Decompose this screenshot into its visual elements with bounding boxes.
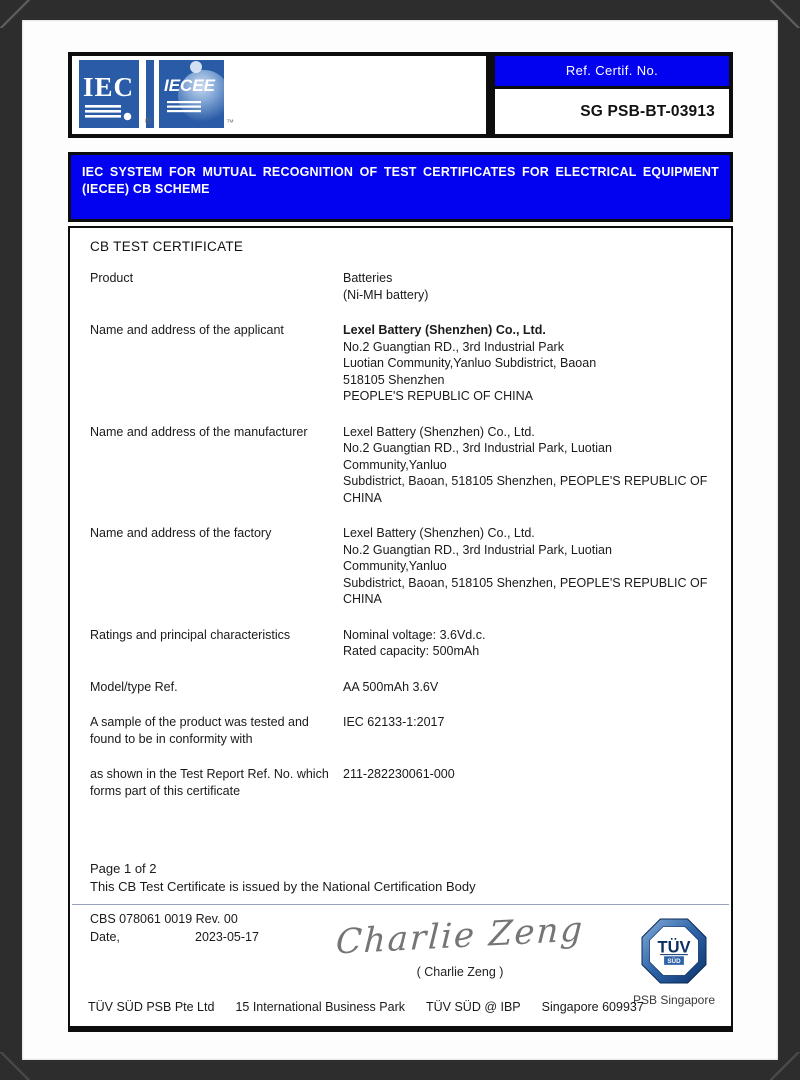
registered-mark: ® (145, 116, 152, 126)
svg-text:IEC: IEC (83, 72, 135, 102)
scheme-banner (68, 152, 733, 222)
certificate-number: SG PSB-BT-03913 (580, 102, 715, 120)
field-row (90, 270, 711, 303)
svg-text:TÜV: TÜV (657, 938, 691, 957)
svg-text:SÜD: SÜD (667, 957, 681, 965)
field-label: Product (90, 271, 134, 285)
field-row (90, 424, 711, 507)
field-label: Model/type Ref. (90, 679, 178, 694)
field-label: Name and address of the applicant (90, 323, 284, 337)
field-row (90, 627, 711, 660)
field-label: Ratings and principal characteristics (90, 627, 291, 642)
certificate-body (68, 226, 733, 1032)
field-value: Lexel Battery (Shenzhen) Co., Ltd. No.2 Guangtian RD., 3rd Industrial Park, Luotian Community,Yanluo Subdistrict, Baoan, 518105 Shenzhen, PEOPLE'S REPUBLIC OF CHINA (343, 526, 708, 606)
cbs-reference: CBS 078061 0019 Rev. 00 (90, 912, 238, 926)
field-label: as shown in the Test Report Ref. No. which forms part of this certificate (90, 767, 329, 798)
scheme-banner-line1: IEC SYSTEM FOR MUTUAL RECOGNITION OF TEST CERTIFICATES FOR ELECTRICAL EQUIPMENT (82, 165, 719, 179)
field-row (90, 679, 711, 696)
issuer-address-line (88, 1000, 648, 1014)
frame-corner (770, 0, 800, 28)
frame-corner (770, 1052, 800, 1080)
certificate-fields (90, 270, 711, 799)
issuer-address-city: Singapore 609937 (541, 1000, 644, 1014)
trademark-mark: ™ (226, 118, 234, 127)
issuer-address-building: TÜV SÜD @ IBP (425, 1000, 521, 1014)
psb-singapore-label: PSB Singapore (632, 993, 716, 1007)
footer-divider (72, 904, 729, 905)
scheme-banner-line2: (IECEE) CB SCHEME (82, 182, 210, 196)
field-row (90, 525, 711, 608)
signature-handwriting: Charlie Zeng (334, 909, 586, 963)
field-row (90, 322, 711, 405)
field-value: AA 500mAh 3.6V (343, 679, 439, 694)
ref-certif-box (493, 54, 731, 136)
date-value: 2023-05-17 (195, 930, 259, 944)
ref-certif-label: Ref. Certif. No. (495, 56, 729, 89)
field-value: IEC 62133-1:2017 (343, 715, 445, 729)
field-value: Lexel Battery (Shenzhen) Co., Ltd. No.2 Guangtian RD., 3rd Industrial Park, Luotian Community,Yanluo Subdistrict, Baoan, 518105 Shenzhen, PEOPLE'S REPUBLIC OF CHINA (343, 424, 708, 505)
iec-logo-icon (79, 60, 139, 133)
certificate-title: CB TEST CERTIFICATE (90, 239, 244, 254)
certificate-page (22, 20, 778, 1060)
page-note (90, 860, 476, 896)
field-value: Nominal voltage: 3.6Vd.c. Rated capacity: 500mAh (343, 627, 486, 658)
issuer-company: TÜV SÜD PSB Pte Ltd (88, 1000, 215, 1014)
frame-corner (0, 0, 30, 28)
date-label: Date, (90, 930, 120, 944)
frame-corner (0, 1052, 30, 1080)
field-label: Name and address of the factory (90, 526, 272, 540)
date-row (90, 930, 259, 944)
field-label: Name and address of the manufacturer (90, 424, 308, 439)
iecee-logo-icon (159, 60, 224, 133)
issue-note: This CB Test Certificate is issued by the National Certification Body (90, 879, 476, 894)
signature-name: ( Charlie Zeng ) (416, 965, 504, 979)
tuv-sud-logo-icon (641, 938, 707, 988)
field-label: A sample of the product was tested and found to be in conformity with (90, 715, 309, 746)
page-number: Page 1 of 2 (90, 861, 157, 876)
header-logo-strip (68, 52, 733, 138)
field-row (90, 766, 711, 799)
field-value: Batteries (Ni-MH battery) (343, 271, 429, 302)
tuv-sud-logo-block (628, 918, 720, 1007)
field-value: 211-282230061-000 (343, 767, 455, 781)
header-logos (70, 54, 488, 136)
field-row (90, 714, 711, 747)
issuer-address-park: 15 International Business Park (235, 1000, 405, 1014)
signature-block (310, 909, 610, 979)
svg-text:IECEE: IECEE (164, 76, 216, 95)
field-value: Lexel Battery (Shenzhen) Co., Ltd. No.2 Guangtian RD., 3rd Industrial Park Luotian Community,Yanluo Subdistrict, Baoan 518105 Shenzhen PEOPLE'S REPUBLIC OF CHINA (343, 323, 597, 403)
